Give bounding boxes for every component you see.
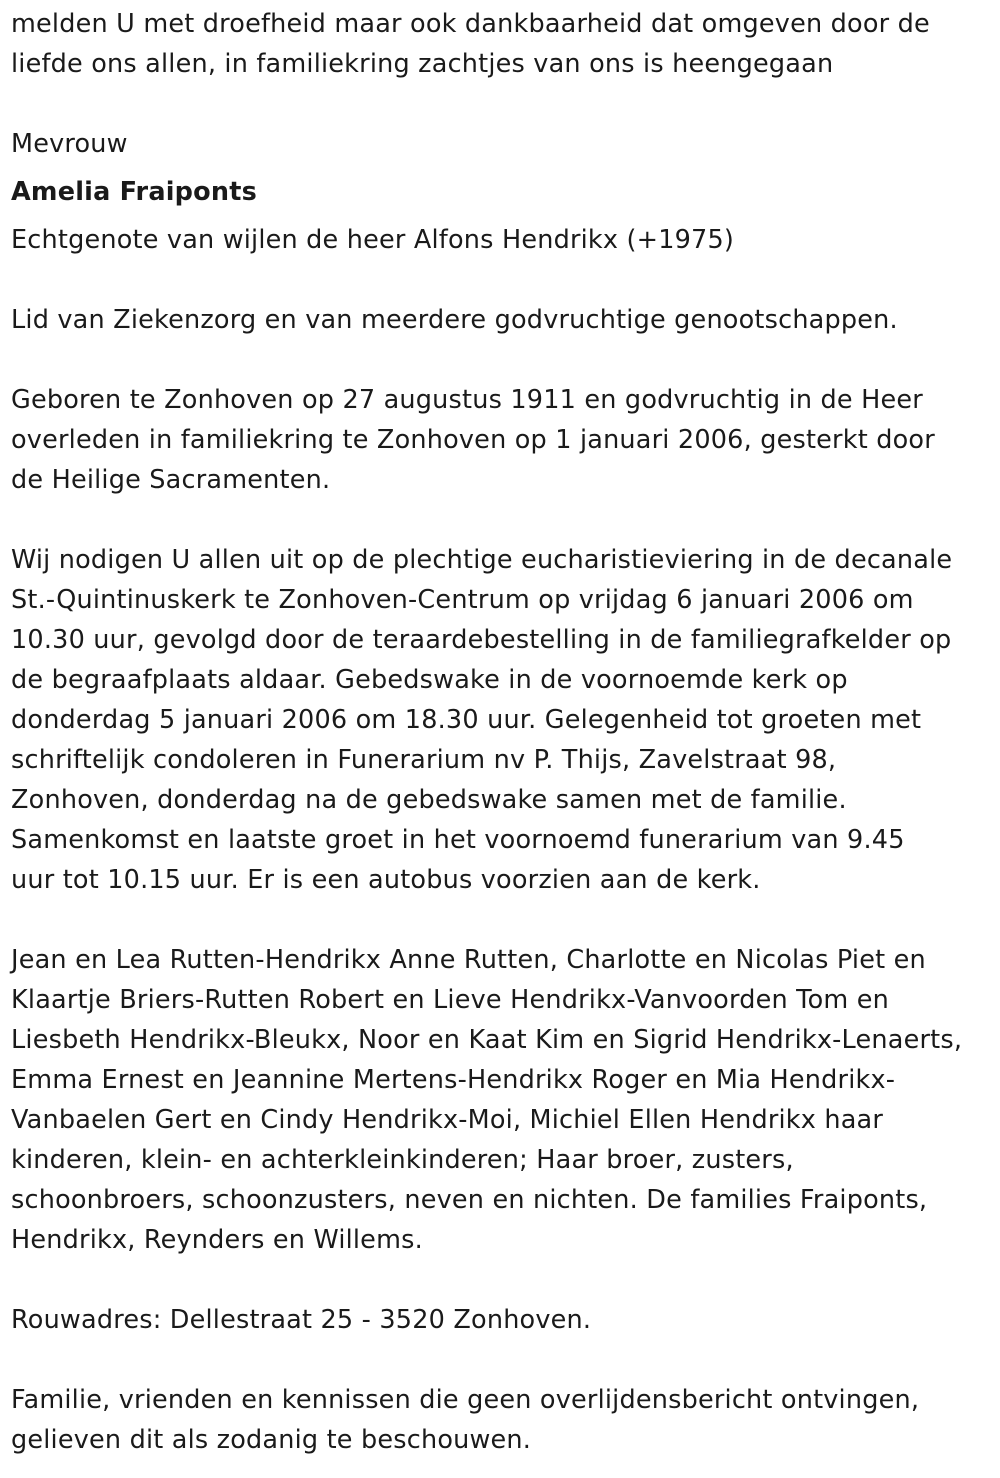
closing-line: Familie, vrienden en kennissen die geen overlijdensbericht ontvingen, (11, 1385, 920, 1415)
family-paragraph (11, 940, 991, 1260)
birth-death-line: overleden in familiekring te Zonhoven op 1 januari 2006, gesterkt door (11, 425, 935, 455)
obituary-document (11, 4, 991, 1460)
birth-death-line: de Heilige Sacramenten. (11, 465, 331, 495)
intro-line: melden U met droefheid maar ook dankbaarheid dat omgeven door de (11, 9, 930, 39)
spouse-line: Echtgenote van wijlen de heer Alfons Hendrikx (+1975) (11, 225, 735, 255)
honorific: Mevrouw (11, 129, 128, 159)
address-line: Rouwadres: Dellestraat 25 - 3520 Zonhoven. (11, 1305, 592, 1335)
closing-paragraph (11, 1380, 991, 1460)
intro-line: liefde ons allen, in familiekring zachtjes van ons is heengegaan (11, 49, 834, 79)
membership-paragraph (11, 300, 991, 340)
ceremony-line: Zonhoven, donderdag na de gebedswake samen met de familie. (11, 785, 847, 815)
ceremony-line: Wij nodigen U allen uit op de plechtige eucharistieviering in de decanale (11, 545, 953, 575)
ceremony-line: de begraafplaats aldaar. Gebedswake in de voornoemde kerk op (11, 665, 848, 695)
ceremony-line: donderdag 5 januari 2006 om 18.30 uur. Gelegenheid tot groeten met (11, 705, 922, 735)
family-line: kinderen, klein- en achterkleinkinderen; Haar broer, zusters, (11, 1145, 794, 1175)
family-line: Liesbeth Hendrikx-Bleukx, Noor en Kaat Kim en Sigrid Hendrikx-Lenaerts, (11, 1025, 963, 1055)
birth-death-line: Geboren te Zonhoven op 27 augustus 1911 en godvruchtig in de Heer (11, 385, 923, 415)
ceremony-line: schriftelijk condoleren in Funerarium nv P. Thijs, Zavelstraat 98, (11, 745, 837, 775)
ceremony-line: Samenkomst en laatste groet in het voornoemd funerarium van 9.45 (11, 825, 905, 855)
membership-line: Lid van Ziekenzorg en van meerdere godvruchtige genootschappen. (11, 305, 898, 335)
family-line: Jean en Lea Rutten-Hendrikx Anne Rutten, Charlotte en Nicolas Piet en (11, 945, 926, 975)
intro-paragraph (11, 4, 991, 84)
family-line: Klaartje Briers-Rutten Robert en Lieve Hendrikx-Vanvoorden Tom en (11, 985, 889, 1015)
closing-line: gelieven dit als zodanig te beschouwen. (11, 1425, 532, 1455)
ceremony-line: 10.30 uur, gevolgd door de teraardebestelling in de familiegrafkelder op (11, 625, 952, 655)
address-paragraph (11, 1300, 991, 1340)
family-line: schoonbroers, schoonzusters, neven en nichten. De families Fraiponts, (11, 1185, 928, 1215)
deceased-name: Amelia Fraiponts (11, 177, 257, 207)
ceremony-paragraph (11, 540, 991, 900)
family-line: Hendrikx, Reynders en Willems. (11, 1225, 423, 1255)
family-line: Emma Ernest en Jeannine Mertens-Hendrikx Roger en Mia Hendrikx- (11, 1065, 896, 1095)
ceremony-line: St.-Quintinuskerk te Zonhoven-Centrum op vrijdag 6 januari 2006 om (11, 585, 914, 615)
ceremony-line: uur tot 10.15 uur. Er is een autobus voorzien aan de kerk. (11, 865, 761, 895)
birth-death-paragraph (11, 380, 991, 500)
deceased-block (11, 124, 991, 260)
family-line: Vanbaelen Gert en Cindy Hendrikx-Moi, Michiel Ellen Hendrikx haar (11, 1105, 884, 1135)
